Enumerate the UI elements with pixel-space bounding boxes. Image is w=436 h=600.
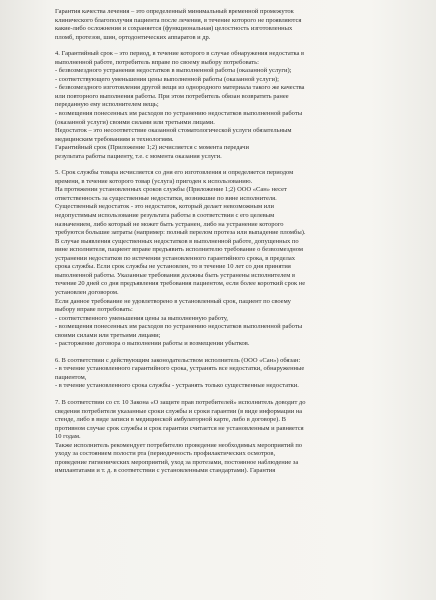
text-line: недопустимым использование результата работы в соответствии с его целевым — [55, 212, 275, 220]
text-line: проведение гигиенических мероприятий, уход за протезами, постоянное наблюдение за — [55, 458, 299, 466]
text-line: На протяжении установленных сроков службы (Приложение 1;2) ООО «Сан» несет — [55, 186, 287, 194]
text-line: имплантатами и т. д. в соответствии с установленными стандартами). Гарантия — [55, 467, 276, 475]
text-line: выполненной работы. Указанные требования должны быть устранены исполнителем в — [55, 271, 296, 279]
text-line: стенде, либо в виде записи в медицинской амбулаторной карте, либо в договоре). В — [55, 416, 286, 424]
text-line: какие-либо осложнения и сохраняется (функциональная) целостность изготовленных — [55, 25, 293, 33]
text-line: В случае выявления существенных недостатков в выполненной работе, допущенных по — [55, 237, 299, 245]
text-line: 6. В соответствии с действующим законодательством исполнитель (ООО «Сан») обязан: — [55, 356, 301, 364]
paragraph-executor-obligations — [55, 357, 422, 391]
text-line: 5. Срок службы товара исчисляется со дня его изготовления и определяется периодом — [55, 169, 294, 177]
text-line: переданную ему исполнителем вещь; — [55, 101, 159, 109]
text-line: течение 20 дней со дня предъявления требования пациентом, если более короткий срок не — [55, 280, 306, 288]
text-line: - расторжение договора о выполнении работы и возмещении убытков. — [55, 340, 250, 348]
text-line: требуются большие затраты (например: полный перелом протеза или выпадение пломбы). — [55, 229, 306, 237]
text-line: - безвозмездного изготовления другой вещи из однородного материала такого же качества — [55, 84, 305, 92]
text-line: пациентом, — [55, 373, 87, 381]
text-line: медицинским требованиям и технологиям. — [55, 135, 174, 143]
text-line: (оказанной услуги) своими силами или третьими лицами. — [55, 118, 215, 126]
paragraph-warranty-period — [55, 50, 422, 161]
text-line: результата работы пациенту, т.е. с момента оказания услуги. — [55, 152, 222, 160]
text-line: - безвозмездного устранения недостатков в выполненной работы (оказанной услуги); — [55, 67, 292, 75]
text-line: или повторного выполнения работы. При этом потребитель обязан возвратить ранее — [55, 92, 289, 100]
text-line: установлен договором. — [55, 288, 119, 296]
text-line: - соответствующего уменьшения цены выполненной работы (оказанной услуги); — [55, 75, 279, 83]
text-line: времени, в течение которого товар (услуга) пригоден к использованию. — [55, 177, 253, 185]
text-line: Если данное требование не удовлетворено в установленный срок, пациент по своему — [55, 297, 291, 305]
text-line: 4. Гарантийный срок – это период, в течение которого в случае обнаружения недостатка в — [55, 50, 305, 58]
text-line: Существенный недостаток - это недостаток, который делает невозможным или — [55, 203, 274, 211]
text-line: сведения потребителя указанные сроки службы и сроки гарантии (в виде информации на — [55, 407, 303, 415]
text-line: 10 годам. — [55, 433, 81, 441]
text-line: пломб, протезов, шин, ортодонтических аппаратов и др. — [55, 33, 211, 41]
text-line: ответственность за существенные недостатки, возникшие по вине исполнителя. — [55, 194, 277, 202]
text-line: клинического благополучия пациента после лечения, в течение которого не проявляются — [55, 16, 302, 24]
text-line: назначением, либо который не может быть устранен, либо на устранение которого — [55, 220, 284, 228]
text-line: Недостаток – это несоответствие оказанной стоматологической услуги обязательным — [55, 127, 292, 135]
text-line: - возмещения понесенных им расходов по устранению недостатков выполненной работы — [55, 110, 303, 118]
text-line: - соответственного уменьшения цены за выполненную работу, — [55, 314, 228, 322]
text-line: своими силами или третьими лицами; — [55, 331, 161, 339]
text-line: - возмещения понесенных им расходов по устранению недостатков выполненной работы — [55, 323, 303, 331]
text-line: выбору вправе потребовать: — [55, 306, 133, 314]
text-line: устранении недостатков по истечении установленного гарантийного срока, в пределах — [55, 254, 296, 262]
text-line: противном случае срок службы и срок гарантии считается не установленным и равняется — [55, 424, 304, 432]
text-line: - в течение установленного срока службы - устранять только существенные недостатки. — [55, 382, 299, 390]
paragraph-consumer-rights-law — [55, 399, 422, 476]
text-line: срока службы. Если срок службы не установлен, то в течение 10 лет со дня принятия — [55, 263, 291, 271]
text-line: вине исполнителя, пациент вправе предъявить исполнителю требование о безвозмездном — [55, 246, 304, 254]
text-line: выполненной работе, потребитель вправе по своему выбору потребовать: — [55, 58, 259, 66]
text-line: уходу за состоянием полости рта (периодичность профилактических осмотров, — [55, 450, 276, 458]
text-line: 7. В соответствии со ст. 10 Закона «О защите прав потребителей» исполнитель доводит до — [55, 398, 306, 406]
paragraph-quality-guarantee — [55, 8, 422, 42]
text-line: Также исполнитель рекомендует потребителю проведение необходимых мероприятий по — [55, 441, 303, 449]
text-line: Гарантийный срок (Приложение 1;2) исчисляется с момента передачи — [55, 144, 249, 152]
text-line: - в течение установленного гарантийного срока, устранять все недостатки, обнаруженные — [55, 365, 305, 373]
paragraph-service-life — [55, 169, 422, 348]
text-line: Гарантия качества лечения – это определенный минимальный временной промежуток — [55, 8, 294, 15]
